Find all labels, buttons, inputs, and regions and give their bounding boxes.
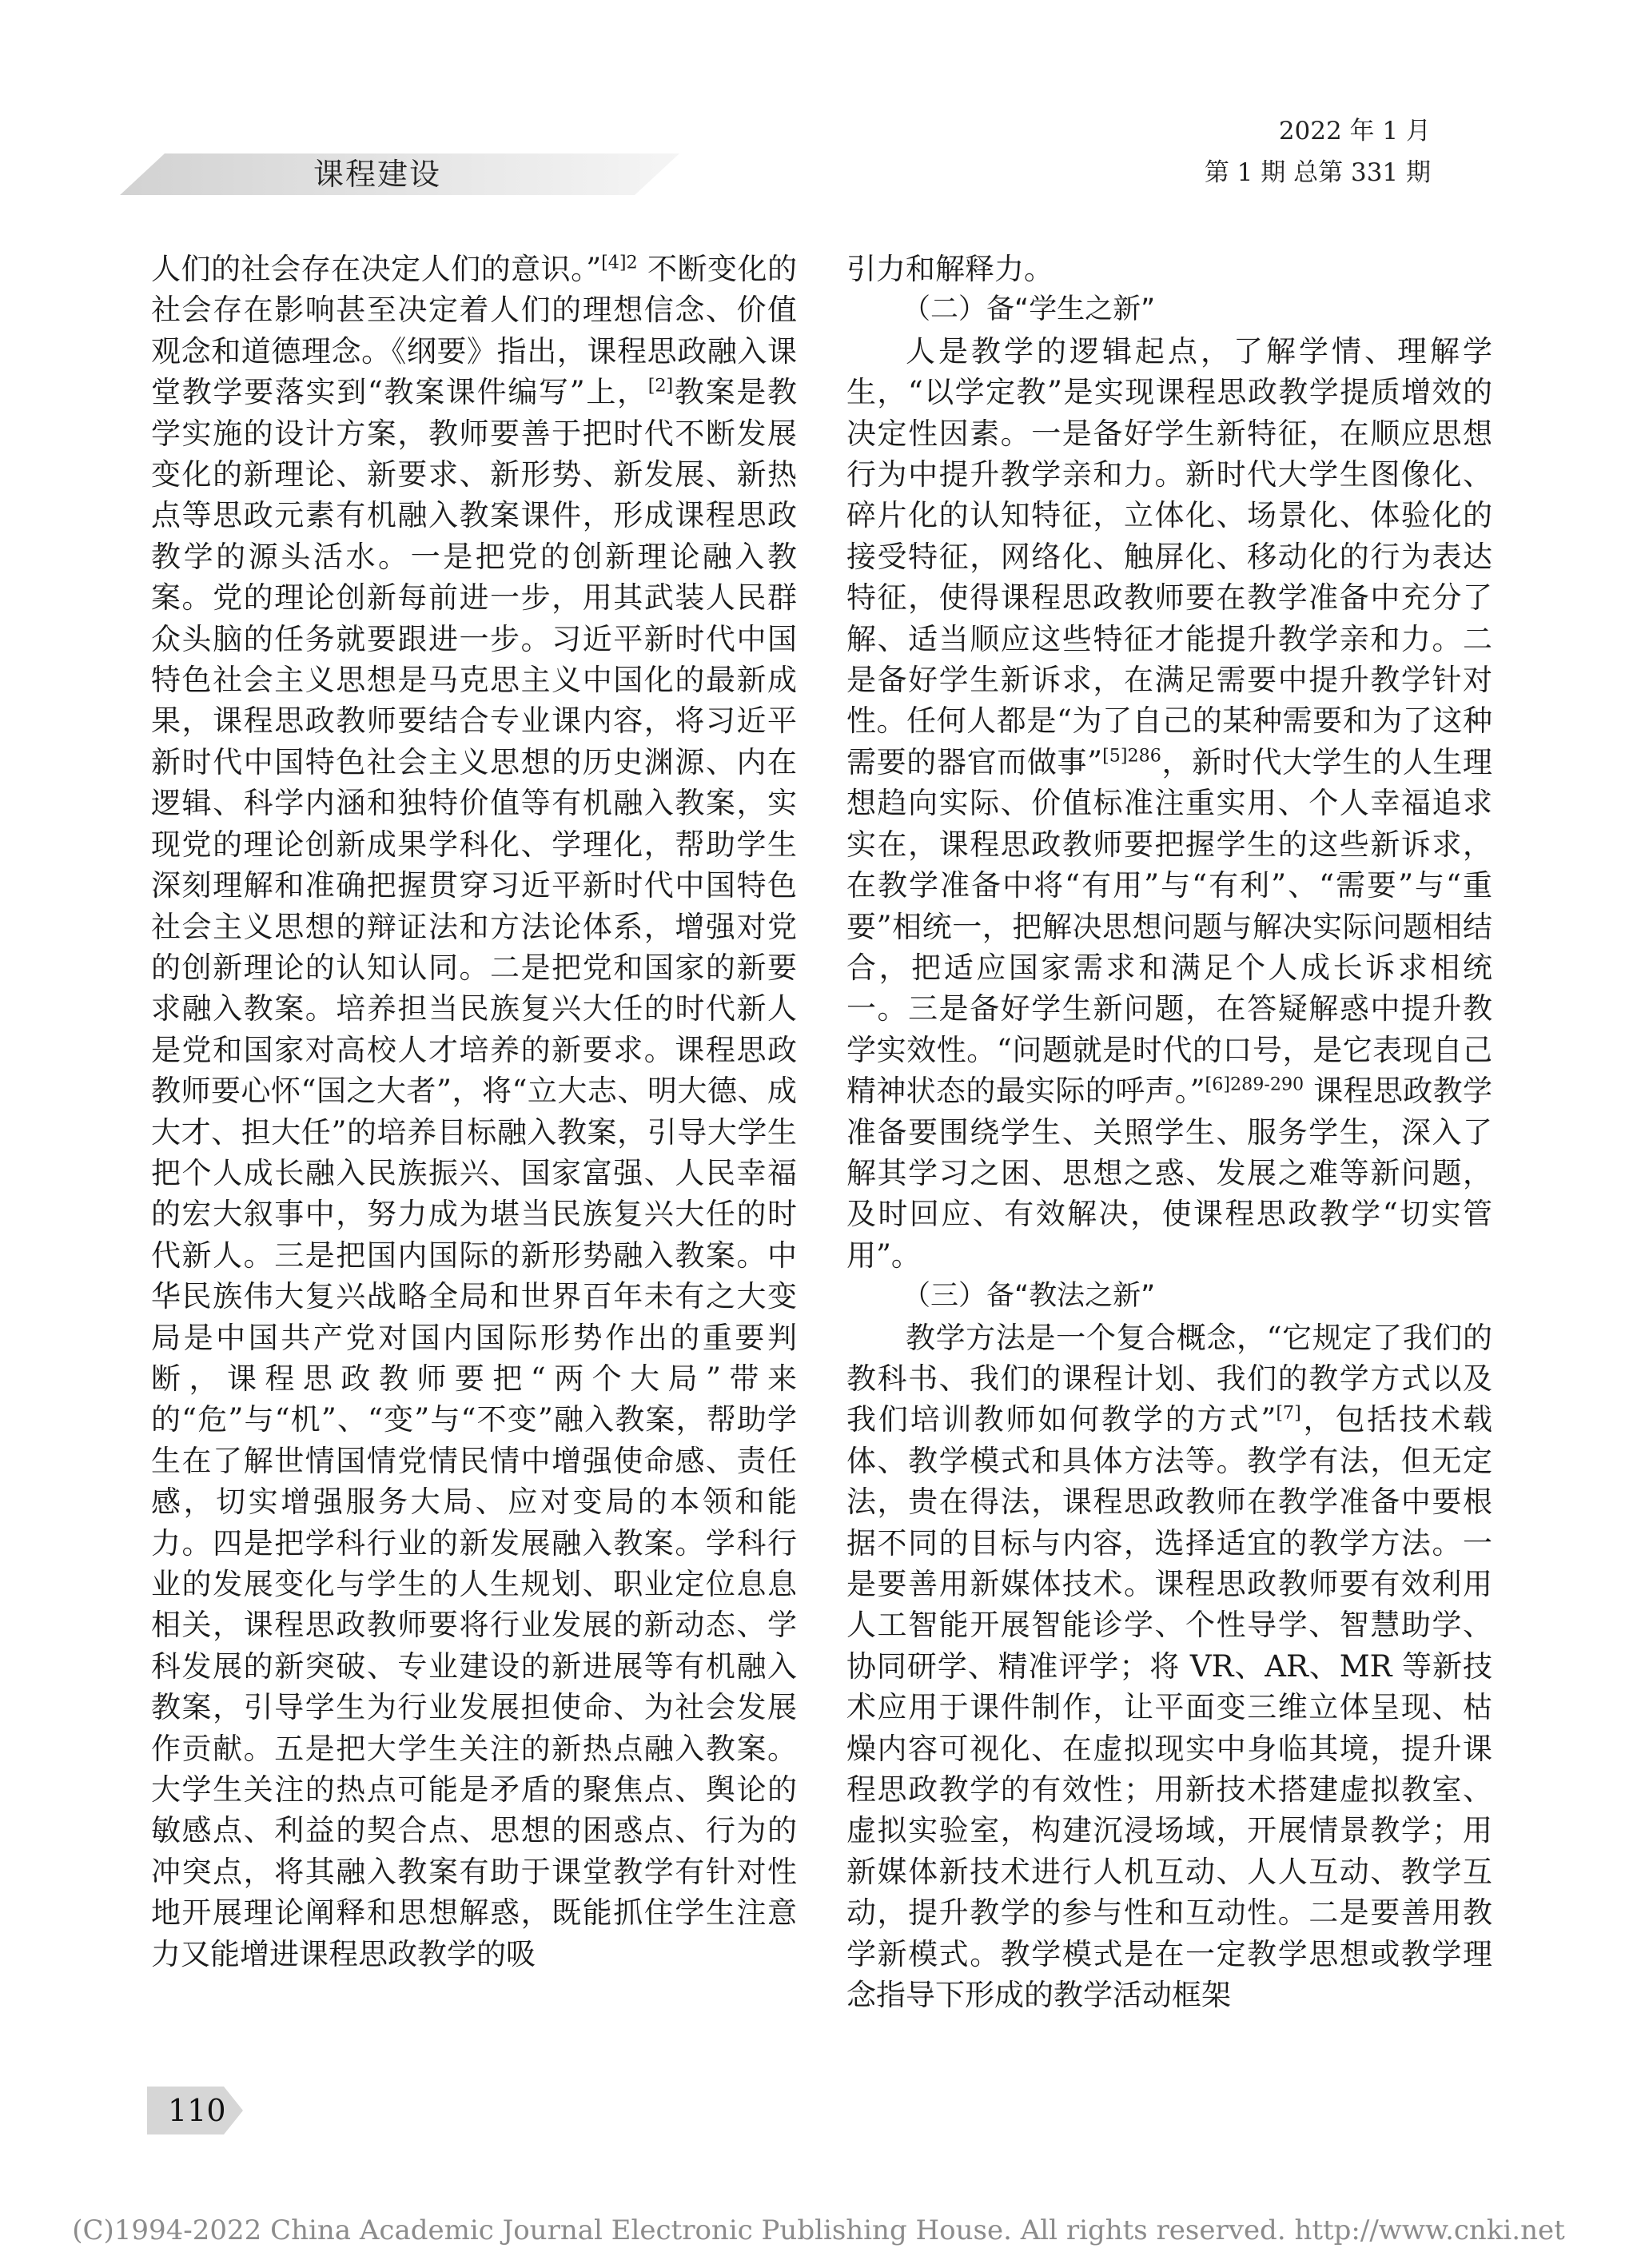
body-paragraph: 人是教学的逻辑起点，了解学情、理解学生，“以学定教”是实现课程思政教学提质增效的决定性因素。一是备好学生新特征，在顺应思想行为中提升教学亲和力。新时代大学生图像化、碎片化的认知特征，立体化、场景化、体验化的接受特征，网络化、触屏化、移动化的行为表达特征，使得课程思政教师要在教学准备中充分了解、适当顺应这些特征才能提升教学亲和力。二是备好学生新诉求，在满足需要中提升教学针对性。任何人都是“为了自己的某种需要和为了这种需要的器官而做事”$^{[5]286}$，新时代大学生的人生理想趋向实际、价值标准注重实用、个人幸福追求实在，课程思政教师要把握学生的这些新诉求，在教学准备中将“有用”与“有利”、“需要”与“重要”相统一，把解决思想问题与解决实际问题相结合，把适应国家需求和满足个人成长诉求相统一。三是备好学生新问题，在答疑解惑中提升教学实效性。“问题就是时代的口号，是它表现自己精神状态的最实际的呼声。”$^{[6]289-290}$ 课程思政教学准备要围绕学生、关照学生、服务学生，深入了解其学习之困、思想之惑、发展之难等新问题，及时回应、有效解决，使课程思政教学“切实管用”。 (846, 333, 1492, 1273)
body-paragraph: 人们的社会存在决定人们的意识。”$^{[4]2}$ 不断变化的社会存在影响甚至决定着人们的理想信念、价值观念和道德理念。《纲要》指出，课程思政融入课堂教学要落实到“教案课件编写”上，[2]教案是教学实施的设计方案，教师要善于把时代不断发展变化的新理论、新要求、新形势、新发展、新热点等思政元素有机融入教案课件，形成课程思政教学的源头活水。一是把党的创新理论融入教案。党的理论创新每前进一步，用其武装人民群众头脑的任务就要跟进一步。习近平新时代中国特色社会主义思想是马克思主义中国化的最新成果，课程思政教师要结合专业课内容，将习近平新时代中国特色社会主义思想的历史渊源、内在逻辑、科学内涵和独特价值等有机融入教案，实现党的理论创新成果学科化、学理化，帮助学生深刻理解和准确把握贯穿习近平新时代中国特色社会主义思想的辩证法和方法论体系，增强对党的创新理论的认知认同。二是把党和国家的新要求融入教案。培养担当民族复兴大任的时代新人是党和国家对高校人才培养的新要求。课程思政教师要心怀“国之大者”，将“立大志、明大德、成大才、担大任”的培养目标融入教案，引导大学生把个人成长融入民族振兴、国家富强、人民幸福的宏大叙事中，努力成为堪当民族复兴大任的时代新人。三是把国内国际的新形势融入教案。中华民族伟大复兴战略全局和世界百年未有之大变局是中国共产党对国内国际形势作出的重要判断，课程思政教师要把“两个大局”带来的“危”与“机”、“变”与“不变”融入教案，帮助学生在了解世情国情党情民情中增强使命感、责任感，切实增强服务大局、应对变局的本领和能力。四是把学科行业的新发展融入教案。学科行业的发展变化与学生的人生规划、职业定位息息相关，课程思政教师要将行业发展的新动态、学科发展的新突破、专业建设的新进展等有机融入教案，引导学生为行业发展担使命、为社会发展作贡献。五是把大学生关注的新热点融入教案。大学生关注的热点可能是矛盾的聚焦点、舆论的敏感点、利益的契合点、思想的困惑点、行为的冲突点，将其融入教案有助于课堂教学有针对性地开展理论阐释和思想解惑，既能抓住学生注意力又能增进课程思政教学的吸 (151, 252, 797, 1971)
section-heading: （二）备“学生之新” (902, 293, 1156, 326)
issue-info (1111, 110, 1431, 193)
citation[interactable]: [4]2 (601, 252, 638, 273)
body-paragraph: 教学方法是一个复合概念，“它规定了我们的教科书、我们的课程计划、我们的教学方式以及我们培训教师如何教学的方式”[7]，包括技术载体、教学模式和具体方法等。教学有法，但无定法，贵在得法，课程思政教师在教学准备中要根据不同的目标与内容，选择适宜的教学方法。一是要善用新媒体技术。课程思政教师要有效利用人工智能开展智能诊学、个性导学、智慧助学、协同研学、精准评学；将 VR、AR、MR 等新技术应用于课件制作，让平面变三维立体呈现、枯燥内容可视化、在虚拟现实中身临其境，提升课程思政教学的有效性；用新技术搭建虚拟教室、虚拟实验室，构建沉浸场域，开展情景教学；用新媒体新技术进行人机互动、人人互动、教学互动，提升教学的参与性和互动性。二是要善用教学新模式。教学模式是在一定教学思想或教学理念指导下形成的教学活动框架 (846, 1320, 1493, 2013)
citation[interactable]: [5]286 (1102, 745, 1161, 767)
issue-number: 第 1 期 总第 331 期 (1204, 158, 1431, 187)
copyright-notice: (C)1994-2022 China Academic Journal Electronic Publishing House. All rights reserved. http://www.cnki.net (72, 2214, 1565, 2246)
citation[interactable]: [2] (647, 375, 674, 397)
left-column (151, 249, 797, 1975)
citation[interactable]: [7] (1276, 1403, 1301, 1425)
right-column (846, 249, 1492, 2015)
issue-date: 2022 年 1 月 (1278, 117, 1431, 145)
citation[interactable]: [6]289-290 (1205, 1074, 1304, 1095)
section-heading: （三）备“教法之新” (902, 1280, 1156, 1313)
body-paragraph: 引力和解释力。 (846, 252, 1053, 286)
section-title: 课程建设 (313, 157, 442, 192)
page-number: 110 (168, 2093, 226, 2128)
